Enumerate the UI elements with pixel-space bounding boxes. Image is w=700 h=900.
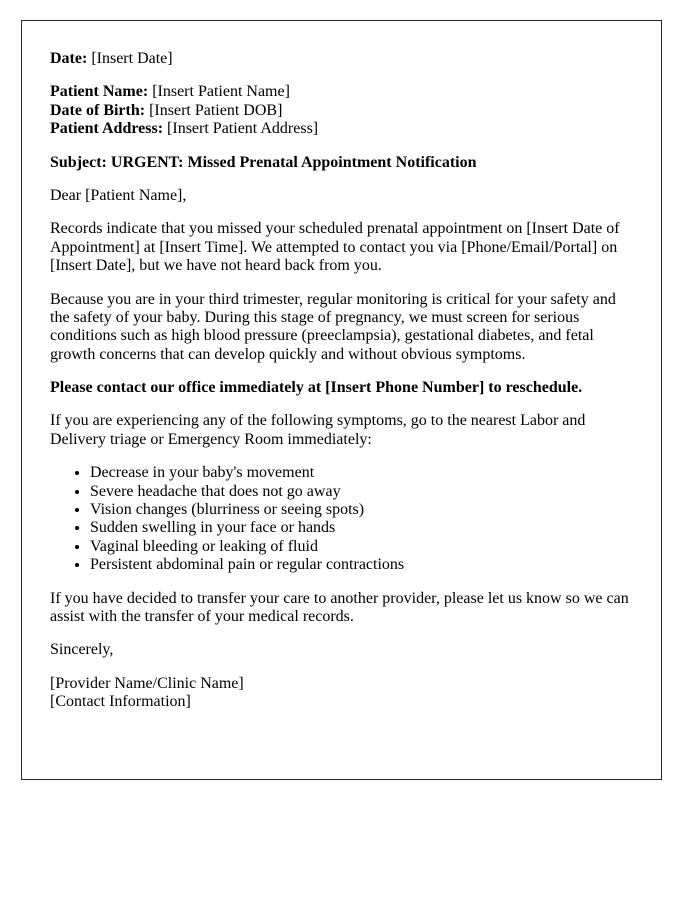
date-value: [Insert Date]: [91, 50, 173, 67]
dob-value: [Insert Patient DOB]: [149, 101, 283, 119]
address-value: [Insert Patient Address]: [167, 120, 319, 138]
symptom-item: • Decrease in your baby's movement: [90, 464, 637, 482]
signature-contact: [Contact Information]: [50, 693, 191, 711]
paragraph-trimester: Because you are in your third trimester, regular monitoring is critical for your safety and the safety of your baby. During this stage of pregnancy, we must screen for serious conditions such as high blood pressure (preeclampsia), gestational diabetes, and fetal growth concerns that can develop quickly and without obvious symptoms.: [50, 290, 616, 363]
paragraph-transfer: If you have decided to transfer your care to another provider, please let us know so we can assist with the transfer of your medical records.: [50, 589, 629, 625]
symptom-item: • Severe headache that does not go away: [90, 483, 637, 501]
patient-name-label: Patient Name:: [50, 83, 149, 101]
closing: Sincerely,: [50, 641, 114, 659]
symptom-item: • Vaginal bleeding or leaking of fluid: [90, 538, 637, 556]
address-label: Patient Address:: [50, 120, 164, 138]
contact-instruction: Please contact our office immediately at [Insert Phone Number] to reschedule.: [50, 379, 583, 397]
signature-provider: [Provider Name/Clinic Name]: [50, 674, 244, 692]
letter-document: [21, 20, 662, 780]
symptom-item: • Persistent abdominal pain or regular contractions: [90, 556, 637, 574]
signature-block: [50, 675, 637, 712]
symptoms-intro: If you are experiencing any of the following symptoms, go to the nearest Labor and Delivery triage or Emergency Room immediately:: [50, 412, 586, 448]
symptom-item: • Sudden swelling in your face or hands: [90, 519, 637, 537]
symptom-item: • Vision changes (blurriness or seeing spots): [90, 501, 637, 519]
patient-info-block: [50, 83, 637, 138]
symptoms-list: [50, 464, 637, 574]
patient-name-value: [Insert Patient Name]: [152, 83, 290, 101]
date-line: [50, 50, 637, 68]
paragraph-records: Records indicate that you missed your scheduled prenatal appointment on [Insert Date of Appointment] at [Insert Time]. We attempted to contact you via [Phone/Email/Portal] on [Insert Date], but we have not heard back from you.: [50, 220, 620, 275]
salutation: Dear [Patient Name],: [50, 186, 187, 204]
dob-label: Date of Birth:: [50, 101, 146, 119]
date-label: Date:: [50, 50, 88, 67]
subject-line: Subject: URGENT: Missed Prenatal Appointment Notification: [50, 153, 477, 171]
